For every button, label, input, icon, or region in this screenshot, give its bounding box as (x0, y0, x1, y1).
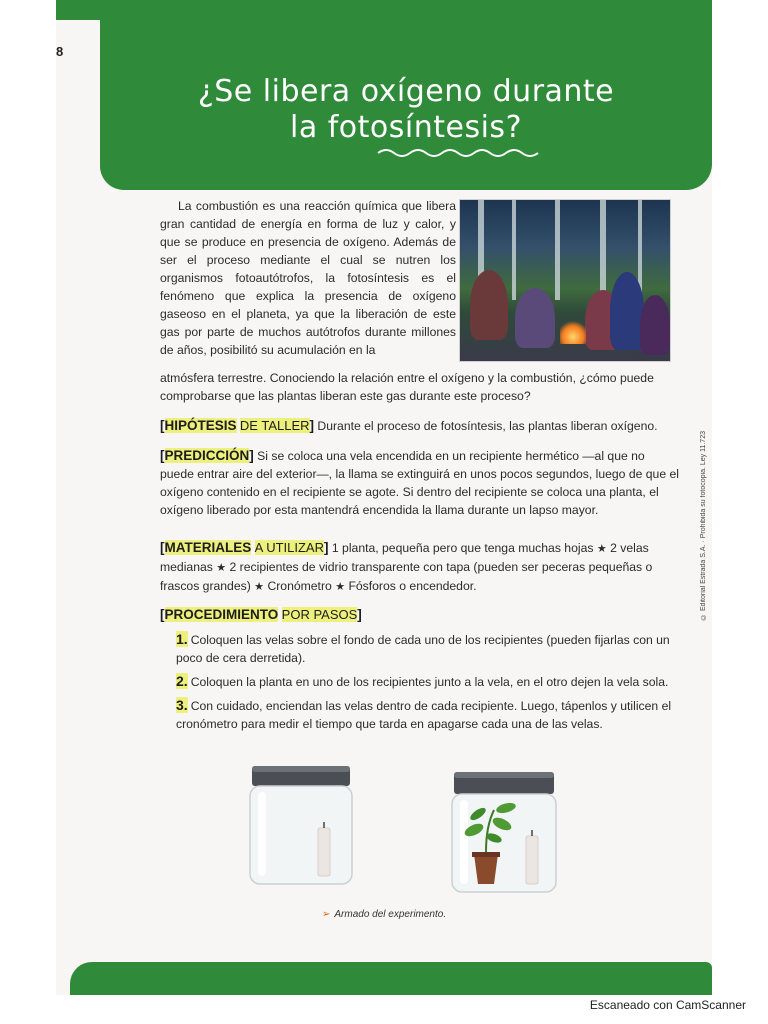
hypothesis-section: [HIPÓTESIS DE TALLER] Durante el proceso de fotosíntesis, las plantas liberan oxígeno. (160, 418, 658, 433)
jar-with-plant-illustration (448, 770, 560, 898)
procedure-step (160, 696, 680, 733)
footer-band (70, 962, 712, 995)
banner-curl (56, 0, 136, 20)
step-text: Con cuidado, enciendan las velas dentro de cada recipiente. Luego, tápenlos y utilicen el cronómetro para medir el tiempo que tarda en apagarse cada una de las velas. (176, 699, 672, 731)
campfire-photo (460, 200, 670, 361)
page-number: 8 (56, 44, 64, 59)
step-text: Coloquen la planta en uno de los recipientes junto a la vela, en el otro dejen la vela sola. (190, 675, 669, 689)
figure-caption (322, 909, 446, 920)
photo-person (515, 288, 555, 348)
prediction-text: Si se coloca una vela encendida en un recipiente hermético —al que no puede entrar aire del exterior—, la llama se extinguirá en unos pocos segundos, luego de que el oxígeno contenido en el recipiente se agote. Si dentro del recipiente se coloca una planta, el oxígeno liberado por esta mantendrá encendida la llama durante un lapso mayor. (160, 449, 679, 517)
procedure-step (160, 672, 680, 691)
photo-tree (512, 200, 516, 300)
intro-paragraph-top: La combustión es una reacción química que libera gran cantidad de energía en forma de luz y calor, y que se produce en presencia de oxígeno. Además de ser el proceso mediante el cual se nutren los organismos fotoautótrofos, la fotosíntesis es el fenómeno que explica la presencia de oxígeno gaseoso en el planeta, ya que la liberación de este gas por parte de muchos autótrofos durante millones de años, posibilitó su acumulación en la (160, 199, 456, 357)
hypothesis-text: Durante el proceso de fotosíntesis, las plantas liberan oxígeno. (317, 419, 658, 433)
materials-label-sub: A UTILIZAR (254, 540, 324, 555)
star-bullet-icon: ★ (596, 543, 607, 555)
book-page (56, 0, 712, 995)
step-number: 1. (176, 631, 188, 647)
jar-with-candle-illustration (246, 762, 356, 890)
prediction-label: PREDICCIÓN (164, 448, 250, 463)
wavy-underline-icon (376, 146, 546, 160)
hypothesis-label: HIPÓTESIS (164, 418, 237, 433)
hypothesis-label-sub: DE TALLER (239, 418, 310, 433)
title-line-1: ¿Se libera oxígeno durante (197, 74, 615, 109)
star-bullet-icon: ★ (216, 562, 227, 574)
photo-person (640, 295, 670, 355)
procedure-label-sub: POR PASOS (281, 607, 358, 622)
photo-person (470, 270, 508, 340)
copyright-side-note: © Editorial Estrada S.A. · Prohibida su fotocopia. Ley 11.723 (700, 431, 707, 620)
caption-arrow-icon: ➢ (322, 909, 331, 920)
title-line-2: la fotosíntesis? (289, 110, 522, 145)
prediction-section: [PREDICCIÓN] Si se coloca una vela encendida en un recipiente hermético —al que no puede entrar aire del exterior—, la llama se extinguirá en unos pocos segundos, luego de que el oxígeno contenido en el recipiente se agote. Si dentro del recipiente se coloca una planta, el oxígeno liberado por esta mantendrá encendida la llama durante un lapso mayor. (160, 448, 679, 517)
photo-person (610, 272, 644, 350)
scanner-watermark: Escaneado con CamScanner (589, 998, 746, 1012)
material-item: 2 velas medianas (160, 541, 649, 574)
procedure-heading: [PROCEDIMIENTO POR PASOS] (160, 607, 362, 622)
step-number: 3. (176, 697, 188, 713)
material-item: 2 recipientes de vidrio transparente con tapa (pueden ser peceras pequeñas o frascos grandes) (160, 560, 653, 593)
intro-paragraph-bottom: atmósfera terrestre. Conociendo la relación entre el oxígeno y la combustión, ¿cómo puede comprobarse que las plantas liberan este gas durante este proceso? (160, 371, 654, 403)
step-number: 2. (176, 673, 188, 689)
photo-tree (600, 200, 606, 300)
photo-tree (555, 200, 560, 300)
procedure-section (160, 606, 680, 733)
materials-label: MATERIALES (164, 540, 252, 555)
material-item: 1 planta, pequeña pero que tenga muchas hojas (331, 541, 594, 555)
step-text: Coloquen las velas sobre el fondo de cada uno de los recipientes (pueden fijarlas con un poco de cera derretida). (176, 633, 670, 665)
campfire (560, 320, 586, 344)
caption-text: Armado del experimento. (334, 909, 447, 920)
procedure-label: PROCEDIMIENTO (164, 607, 279, 622)
star-bullet-icon: ★ (254, 581, 265, 593)
procedure-step (160, 630, 680, 667)
materials-section: [MATERIALES A UTILIZAR] 1 planta, pequeña pero que tenga muchas hojas ★ 2 velas medianas ★ 2 recipientes de vidrio transparente con tapa (pueden ser peceras pequeñas o frascos grandes) ★ Cronómetro ★ Fósforos o encendedor. (160, 540, 653, 593)
material-item: Fósforos o encendedor. (348, 579, 477, 593)
material-item: Cronómetro (267, 579, 332, 593)
star-bullet-icon: ★ (335, 581, 346, 593)
page-title (146, 74, 666, 146)
